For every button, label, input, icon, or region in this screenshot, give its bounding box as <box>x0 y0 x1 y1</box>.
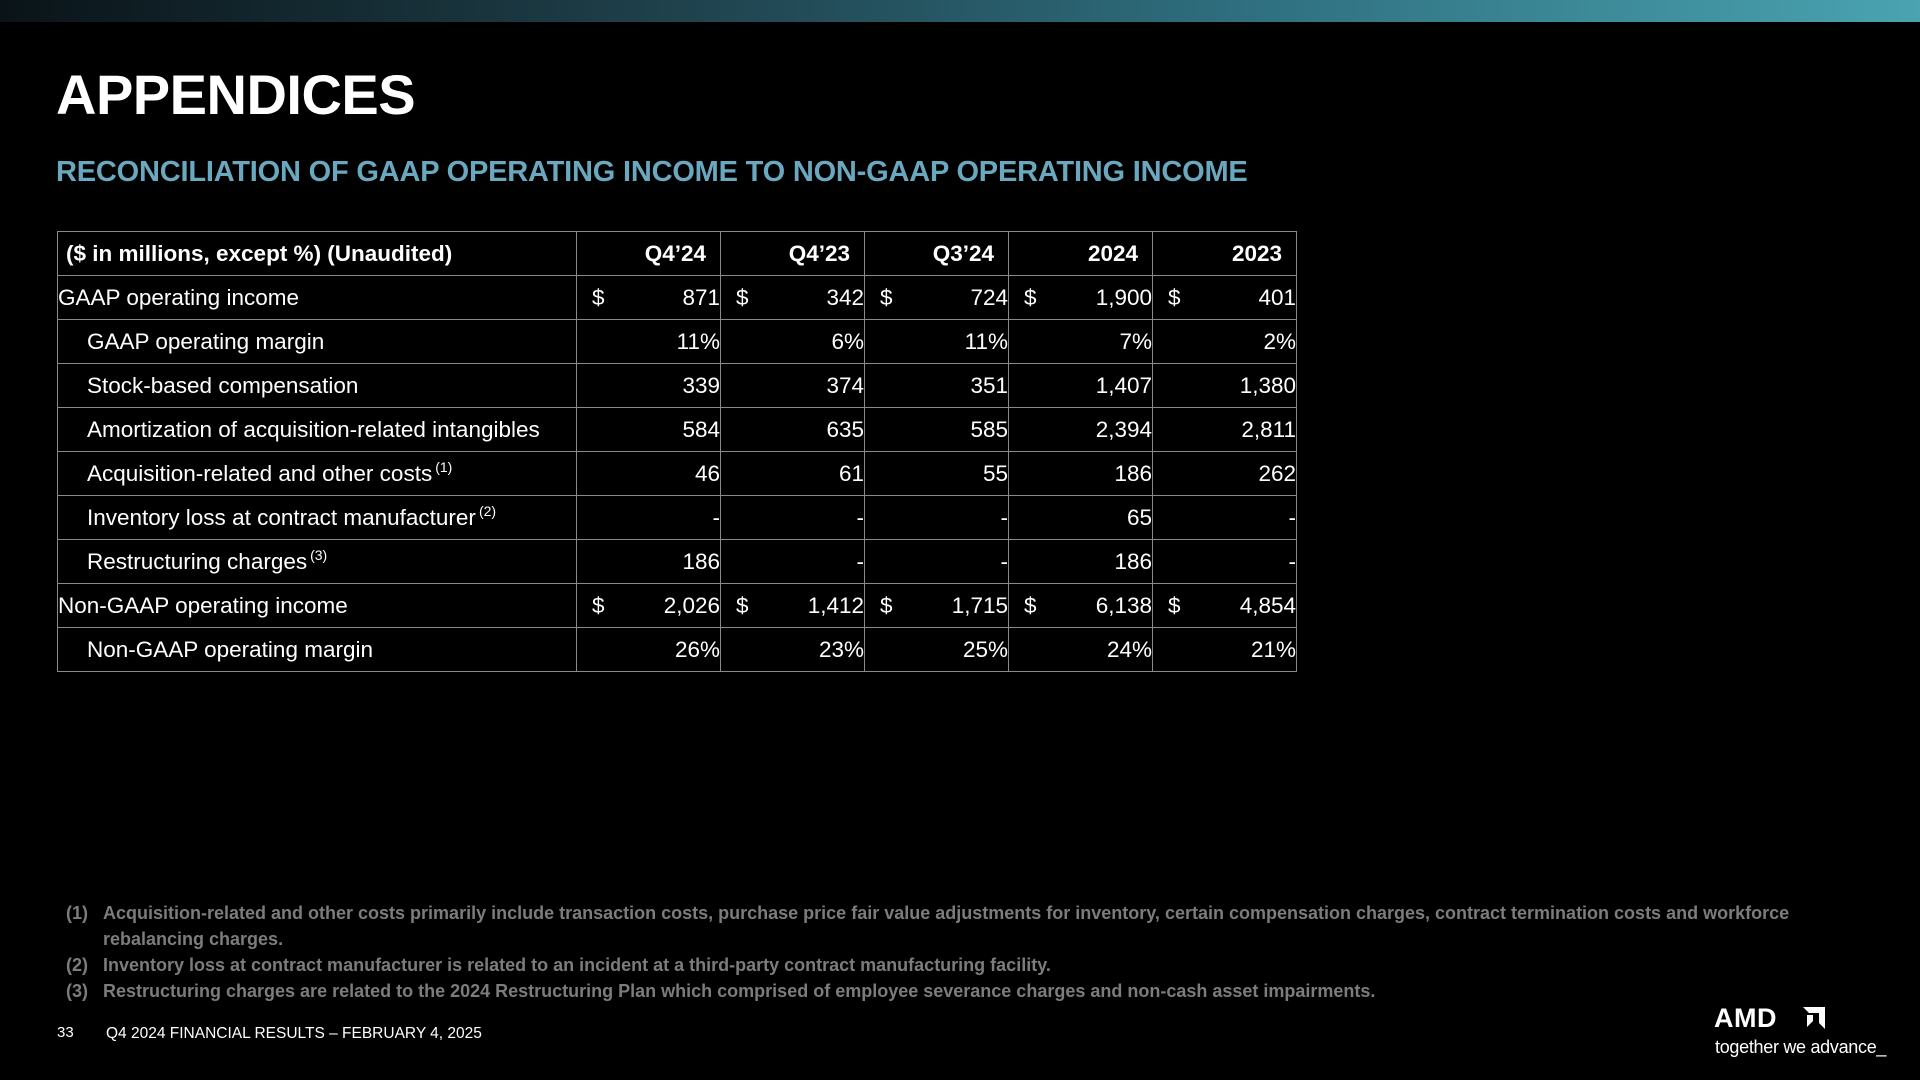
footnote-item <box>66 900 1856 952</box>
logo-wordmark: AMD <box>1714 1003 1777 1033</box>
table-cell: - <box>865 496 1009 540</box>
table-cell <box>1009 584 1153 628</box>
table-row <box>58 408 1297 452</box>
row-label-text: Acquisition-related and other costs <box>87 460 433 486</box>
table-row <box>58 320 1297 364</box>
table-cell: 61 <box>721 452 865 496</box>
reconciliation-table <box>57 231 1297 672</box>
row-label <box>58 540 577 584</box>
footnote-text: Restructuring charges are related to the 2024 Restructuring Plan which comprised of employee severance charges and non-cash asset impairments. <box>103 981 1376 1001</box>
row-label-text: Non-GAAP operating margin <box>87 636 373 662</box>
table-cell: 351 <box>865 364 1009 408</box>
table-cell: 186 <box>1009 452 1153 496</box>
table-cell: 11% <box>865 320 1009 364</box>
row-label-text: GAAP operating margin <box>87 328 325 354</box>
footnote-ref: (2) <box>478 502 497 519</box>
row-label <box>58 320 577 364</box>
currency-symbol: $ <box>736 592 749 618</box>
table-cell: 2% <box>1153 320 1297 364</box>
table-row <box>58 540 1297 584</box>
row-label-text: Stock-based compensation <box>87 372 359 398</box>
table-cell: 585 <box>865 408 1009 452</box>
table-cell: 262 <box>1153 452 1297 496</box>
table-row <box>58 628 1297 672</box>
table-cell: 6% <box>721 320 865 364</box>
table-cell: 21% <box>1153 628 1297 672</box>
page-title: APPENDICES <box>56 63 416 126</box>
table-cell: 374 <box>721 364 865 408</box>
footnote-mark: (1) <box>66 903 88 923</box>
table-row <box>58 364 1297 408</box>
table-cell: 23% <box>721 628 865 672</box>
row-label <box>58 364 577 408</box>
footnote-mark: (3) <box>66 981 88 1001</box>
footnote-ref: (1) <box>435 458 453 475</box>
row-label <box>58 452 577 496</box>
table-cell: 55 <box>865 452 1009 496</box>
table-cell: 11% <box>577 320 721 364</box>
footnote-text: Acquisition-related and other costs primarily include transaction costs, purchase price fair value adjustments for inventory, certain compensation charges, contract termination costs and workforce rebalancing charges. <box>103 903 1790 949</box>
logo-tagline: together we advance_ <box>1715 1037 1887 1057</box>
cell-value: 6,138 <box>1095 592 1152 618</box>
cell-value: 724 <box>970 284 1008 310</box>
table-cell: 7% <box>1009 320 1153 364</box>
table-row <box>58 584 1297 628</box>
page-number: 33 <box>57 1024 74 1041</box>
table-row <box>58 452 1297 496</box>
cell-value: 4,854 <box>1239 592 1296 618</box>
table-cell: - <box>721 540 865 584</box>
currency-symbol: $ <box>880 592 893 618</box>
table-cell: - <box>1153 540 1297 584</box>
table-cell: 635 <box>721 408 865 452</box>
cell-value: 871 <box>682 284 720 310</box>
column-header: Q4’23 <box>721 232 865 276</box>
table-cell: 1,407 <box>1009 364 1153 408</box>
column-header: 2024 <box>1009 232 1153 276</box>
cell-value: 1,412 <box>807 592 864 618</box>
amd-arrow-icon <box>1801 1007 1825 1031</box>
table-cell <box>1153 276 1297 320</box>
cell-value: 401 <box>1258 284 1296 310</box>
column-header: 2023 <box>1153 232 1297 276</box>
table-cell <box>1153 584 1297 628</box>
table-row <box>58 496 1297 540</box>
footnotes <box>66 900 1856 1004</box>
top-gradient-bar <box>0 0 1920 22</box>
footer-text: Q4 2024 FINANCIAL RESULTS – FEBRUARY 4, 2025 <box>106 1025 482 1042</box>
table-cell <box>721 584 865 628</box>
table-cell: 24% <box>1009 628 1153 672</box>
row-label-text: Non-GAAP operating income <box>58 592 348 618</box>
column-header: Q3’24 <box>865 232 1009 276</box>
row-label <box>58 408 577 452</box>
currency-symbol: $ <box>736 284 749 310</box>
table-cell: - <box>865 540 1009 584</box>
row-label <box>58 276 577 320</box>
table-cell <box>577 584 721 628</box>
footnote-text: Inventory loss at contract manufacturer is related to an incident at a third-party contract manufacturing facility. <box>103 955 1051 975</box>
currency-symbol: $ <box>592 592 605 618</box>
cell-value: 2,026 <box>663 592 720 618</box>
row-label-text: Amortization of acquisition-related intangibles <box>87 416 540 442</box>
cell-value: 1,900 <box>1095 284 1152 310</box>
table-cell <box>865 276 1009 320</box>
table-cell: 46 <box>577 452 721 496</box>
row-label <box>58 496 577 540</box>
currency-symbol: $ <box>592 284 605 310</box>
table-cell: 1,380 <box>1153 364 1297 408</box>
footnote-mark: (2) <box>66 955 88 975</box>
table-header-row <box>58 232 1297 276</box>
currency-symbol: $ <box>1024 284 1037 310</box>
table-cell: 65 <box>1009 496 1153 540</box>
amd-logo <box>1714 1004 1894 1064</box>
table-cell: - <box>721 496 865 540</box>
table-cell: 186 <box>577 540 721 584</box>
table-cell: 186 <box>1009 540 1153 584</box>
table-row <box>58 276 1297 320</box>
row-label <box>58 584 577 628</box>
table-cell: - <box>1153 496 1297 540</box>
table-cell <box>865 584 1009 628</box>
table-cell: 2,394 <box>1009 408 1153 452</box>
page-subtitle: RECONCILIATION OF GAAP OPERATING INCOME TO NON-GAAP OPERATING INCOME <box>56 156 1248 188</box>
table-cell: 2,811 <box>1153 408 1297 452</box>
table-cell: 25% <box>865 628 1009 672</box>
cell-value: 1,715 <box>951 592 1008 618</box>
table-cell: 584 <box>577 408 721 452</box>
footnote-item <box>66 952 1856 978</box>
currency-symbol: $ <box>1024 592 1037 618</box>
currency-symbol: $ <box>880 284 893 310</box>
table-cell: 339 <box>577 364 721 408</box>
table-cell: 26% <box>577 628 721 672</box>
table-cell: - <box>577 496 721 540</box>
row-label-text: GAAP operating income <box>58 284 299 310</box>
row-label <box>58 628 577 672</box>
cell-value: 342 <box>826 284 864 310</box>
footnote-ref: (3) <box>310 546 328 563</box>
footnote-item <box>66 978 1856 1004</box>
row-label-text: Restructuring charges <box>87 548 308 574</box>
table-header-label: ($ in millions, except %) (Unaudited) <box>58 232 577 276</box>
table-cell <box>1009 276 1153 320</box>
currency-symbol: $ <box>1168 592 1181 618</box>
table-cell <box>577 276 721 320</box>
row-label-text: Inventory loss at contract manufacturer <box>87 504 476 530</box>
currency-symbol: $ <box>1168 284 1181 310</box>
column-header: Q4’24 <box>577 232 721 276</box>
table-cell <box>721 276 865 320</box>
